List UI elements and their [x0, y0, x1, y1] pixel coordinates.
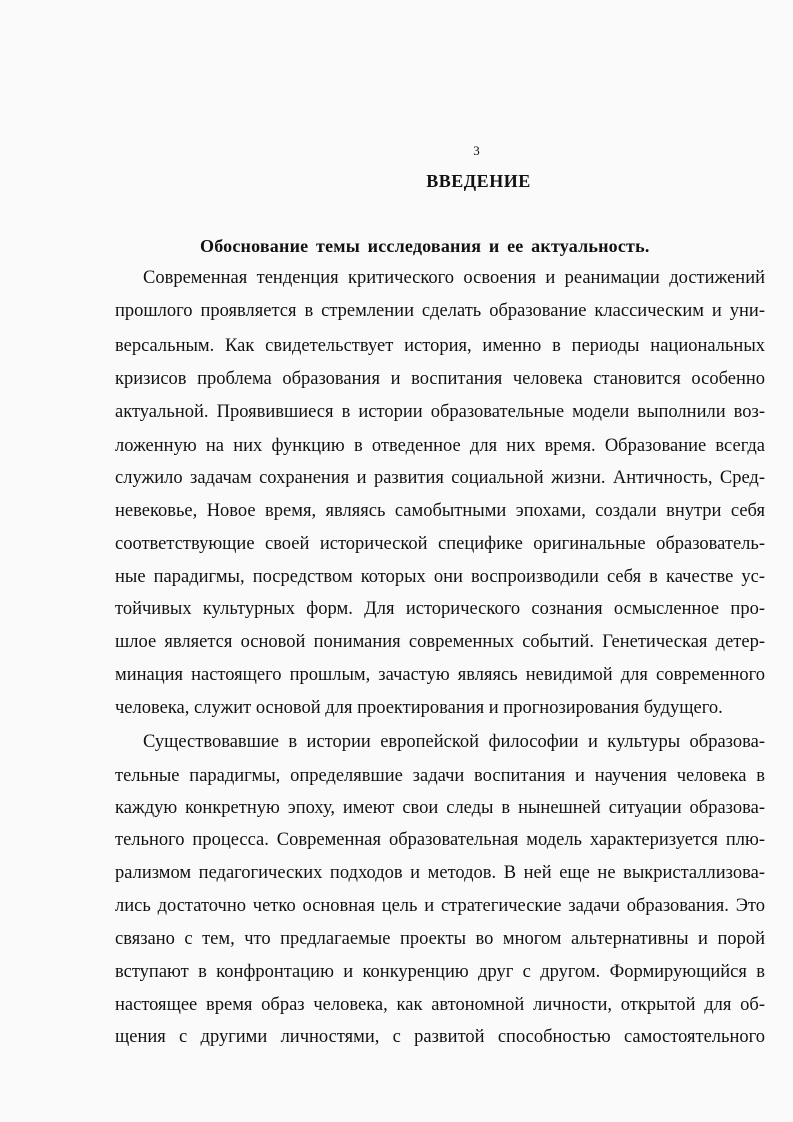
text-line: минация настоящего прошлым, зачастую являясь невидимой для современного [115, 665, 765, 685]
text-line: тельного процесса. Современная образовательная модель характеризуется плю- [115, 830, 765, 850]
text-line: каждую конкретную эпоху, имеют свои следы в нынешней ситуации образова- [115, 798, 765, 818]
text-line: невековье, Новое время, являясь самобытными эпохами, создали внутри себя [115, 501, 765, 521]
text-line: связано с тем, что предлагаемые проекты во многом альтернативны и порой [115, 929, 765, 949]
text-line: шлое является основой понимания современных событий. Генетическая детер- [115, 632, 765, 652]
text-line: человека, служит основой для проектирования и прогнозирования будущего. [115, 698, 723, 718]
text-line: служило задачам сохранения и развития социальной жизни. Античность, Сред- [115, 468, 765, 488]
text-line: прошлого проявляется в стремлении сделать образование классическим и уни- [115, 301, 765, 321]
text-line: версальным. Как свидетельствует история, именно в периоды национальных [115, 336, 765, 356]
text-line: ложенную на них функцию в отведенное для них время. Образование всегда [115, 436, 765, 456]
text-line: рализмом педагогических подходов и методов. В ней еще не выкристаллизова- [115, 863, 765, 883]
text-line: настоящее время образ человека, как автономной личности, открытой для об- [115, 995, 765, 1015]
text-line: лись достаточно четко основная цель и стратегические задачи образования. Это [115, 896, 765, 916]
text-line: тельные парадигмы, определявшие задачи воспитания и научения человека в [115, 766, 765, 786]
text-line: вступают в конфронтацию и конкуренцию друг с другом. Формирующийся в [115, 962, 765, 982]
text-line: соответствующие своей исторической специфике оригинальные образователь- [115, 534, 765, 554]
text-line: тойчивых культурных форм. Для исторического сознания осмысленное про- [115, 599, 765, 619]
text-line: Современная тенденция критического освоения и реанимации достижений [143, 268, 765, 288]
text-line: кризисов проблема образования и воспитания человека становится особенно [115, 369, 765, 389]
page-number: 3 [473, 143, 480, 158]
text-line: ные парадигмы, посредством которых они воспроизводили себя в качестве ус- [115, 567, 765, 587]
text-line: Существовавшие в истории европейской философии и культуры образова- [143, 732, 765, 752]
text-line: щения с другими личностями, с развитой способностью самостоятельного [115, 1027, 765, 1047]
page-title: ВВЕДЕНИЕ [426, 171, 531, 191]
text-line: актуальной. Проявившиеся в истории образовательные модели выполнили воз- [115, 402, 765, 422]
section-heading: Обоснование темы исследования и ее актуальность. [200, 236, 650, 256]
